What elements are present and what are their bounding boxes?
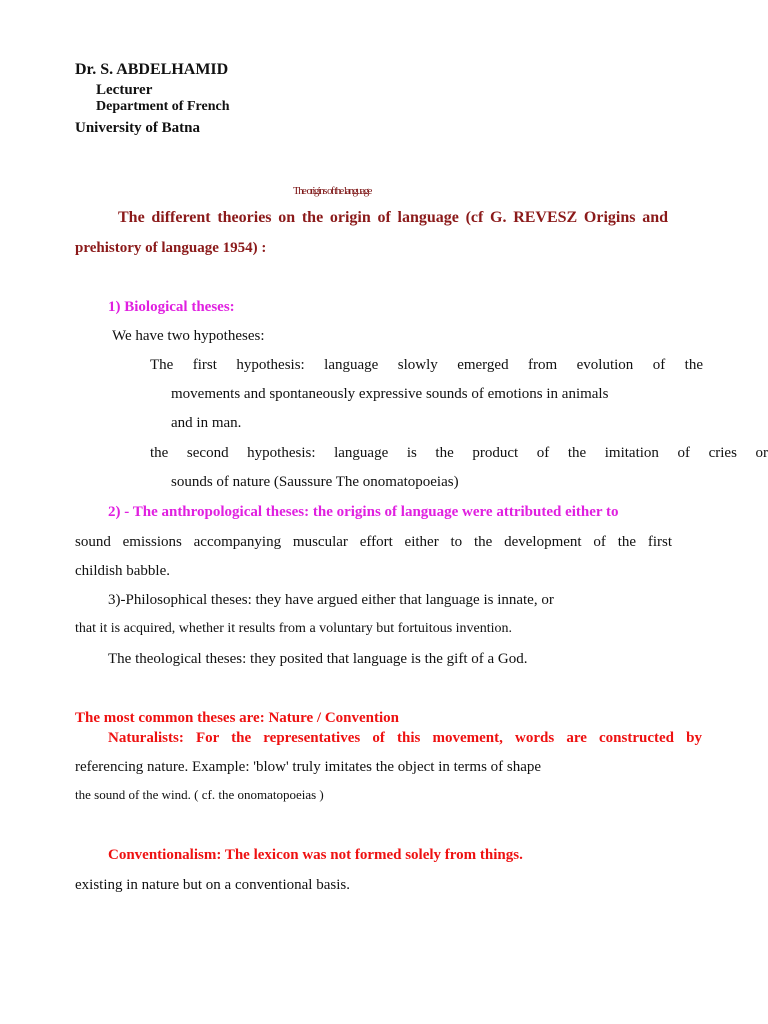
biological-lead: We have two hypotheses:: [112, 328, 265, 344]
theological-line: The theological theses: they posited that language is the gift of a God.: [108, 651, 528, 667]
conventionalism-line2: existing in nature but on a conventional basis.: [75, 877, 350, 893]
conventionalism-heading: Conventionalism: The lexicon was not formed solely from things.: [108, 847, 523, 863]
intro-heading-line1: The different theories on the origin of language (cf G. REVESZ Origins and: [118, 209, 668, 226]
author-name: Dr. S. ABDELHAMID: [75, 61, 229, 78]
naturalists-line2: referencing nature. Example: 'blow' truly imitates the object in terms of shape: [75, 759, 542, 775]
author-department: Department of French: [96, 99, 230, 114]
naturalists-line3: the sound of the wind. ( cf. the onomatopoeias ): [75, 787, 324, 802]
anthropological-line3: childish babble.: [75, 563, 170, 579]
naturalists-heading: Naturalists: For the representatives of this movement, words are constructed by: [108, 730, 702, 746]
hypothesis-1-line3: and in man.: [171, 415, 242, 431]
document-title: The origins of the language: [293, 185, 371, 197]
author-university: University of Batna: [75, 120, 200, 136]
anthropological-line2: sound emissions accompanying muscular effort either to the development of the first: [75, 534, 672, 550]
biological-heading: 1) Biological theses:: [108, 299, 235, 315]
hypothesis-2-line2: sounds of nature (Saussure The onomatopoeias): [171, 474, 459, 490]
author-role: Lecturer: [96, 82, 153, 98]
intro-heading-line2: prehistory of language 1954) :: [75, 240, 267, 256]
hypothesis-1-line2: movements and spontaneously expressive sounds of emotions in animals: [171, 386, 609, 402]
hypothesis-1-line1: The first hypothesis: language slowly emerged from evolution of the: [150, 357, 703, 373]
philosophical-line1: 3)-Philosophical theses: they have argued either that language is innate, or: [108, 592, 554, 608]
hypothesis-2-line1: the second hypothesis: language is the product of the imitation of cries or: [150, 445, 768, 461]
philosophical-line2: that it is acquired, whether it results from a voluntary but fortuitous invention.: [75, 621, 513, 636]
anthropological-heading: 2) - The anthropological theses: the origins of language were attributed either to: [108, 504, 619, 520]
common-theses-heading: The most common theses are: Nature / Convention: [75, 710, 400, 726]
